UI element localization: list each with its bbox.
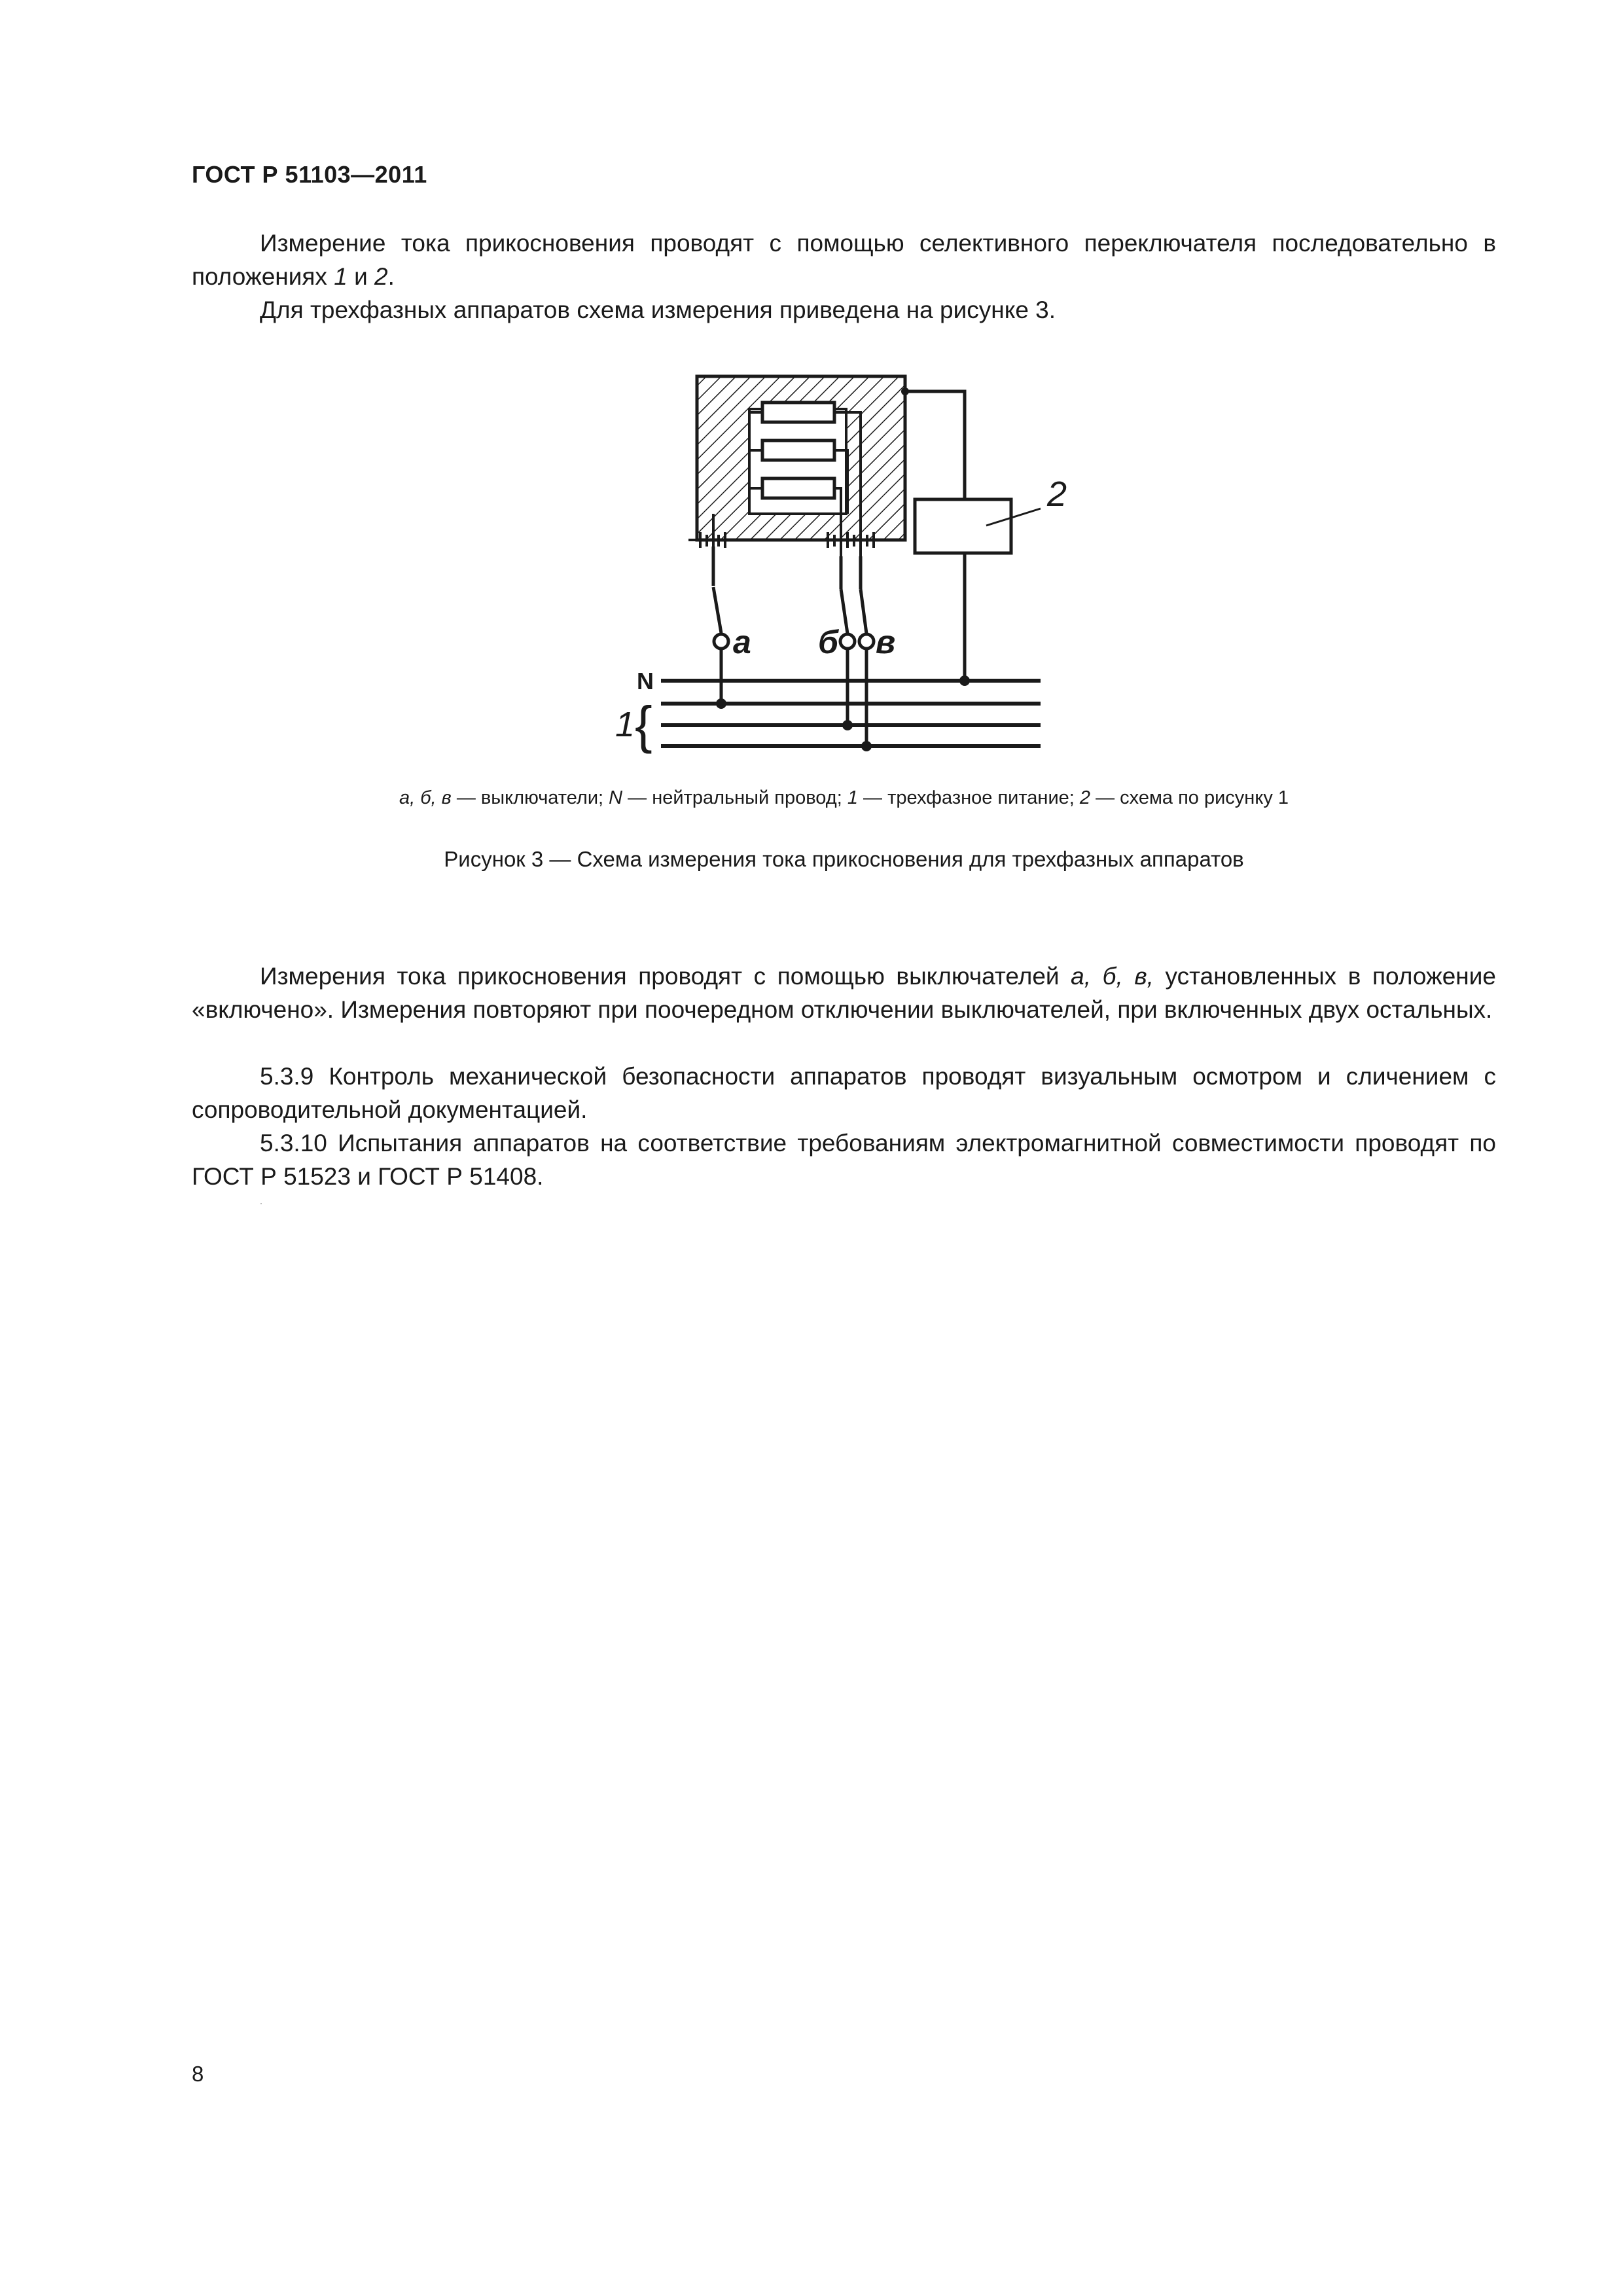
supply-brace: { [635, 696, 652, 754]
paragraph-5-3-9 [192, 1060, 1496, 1126]
paragraph-text: Измерения тока прикосновения проводят с помощью выключателей [260, 963, 1071, 990]
paragraph-5-3-10 [192, 1126, 1496, 1193]
paragraph-touch-current-positions [192, 226, 1496, 293]
legend-supply-desc: — трехфазное питание; [857, 787, 1080, 808]
circuit-label: 2 [1047, 475, 1067, 514]
position-2-ref: 2 [374, 263, 388, 290]
legend-circuit: 2 [1079, 787, 1091, 808]
legend-switches: а, б, в [399, 787, 452, 808]
bus-junctions [716, 675, 970, 751]
legend-switches-desc: — выключатели; [451, 787, 609, 808]
neutral-label: N [637, 668, 654, 694]
conjunction: и [347, 263, 375, 290]
paragraph-text: 5.3.10 Испытания аппаратов на соответствие требованиям электромагнитной совместимости проводят по ГОСТ Р 51523 и ГОСТ Р 51408. [192, 1130, 1496, 1190]
enclosure-junction [901, 387, 909, 395]
resistor-3 [762, 478, 834, 498]
paragraph-text: 5.3.9 Контроль механической безопасности аппаратов проводят визуальным осмотром и сличением с сопроводительной документацией. [192, 1063, 1496, 1123]
paragraph-three-phase-intro [192, 293, 1496, 327]
switch-b-label: б [818, 624, 838, 660]
resistor-1 [762, 403, 834, 422]
paragraph-text: Для трехфазных аппаратов схема измерения приведена на рисунке 3. [260, 296, 1056, 323]
figure-legend [192, 785, 1496, 811]
figure-3-schematic [615, 363, 1073, 759]
bus-lines [661, 681, 1041, 746]
switch-a-label: а [733, 624, 751, 660]
measurement-circuit [905, 391, 1041, 681]
resistor-2 [762, 440, 834, 460]
paragraph-text: Измерение тока прикосновения проводят с помощью селективного переключателя последовательно в положениях [192, 230, 1496, 290]
period: . [387, 263, 395, 290]
legend-neutral-desc: — нейтральный провод; [622, 787, 847, 808]
position-1-ref: 1 [334, 263, 348, 290]
supply-label: 1 [615, 705, 635, 744]
legend-neutral: N [609, 787, 623, 808]
page-number: 8 [192, 2062, 204, 2086]
switch-v-label: в [876, 624, 896, 660]
legend-circuit-desc: — схема по рисунку 1 [1090, 787, 1289, 808]
scan-artifact [260, 1203, 262, 1204]
paragraph-switch-measurement [192, 960, 1496, 1026]
figure-title: Рисунок 3 — Схема измерения тока прикосновения для трехфазных аппаратов [444, 847, 1244, 871]
paragraph-text: установленных в положение «включено». Измерения повторяют при поочередном отключении выключателей, при включенных двух остальных. [192, 963, 1496, 1023]
legend-supply: 1 [847, 787, 858, 808]
switch-refs: а, б, в, [1071, 963, 1154, 990]
document-header: ГОСТ Р 51103—2011 [192, 161, 427, 188]
